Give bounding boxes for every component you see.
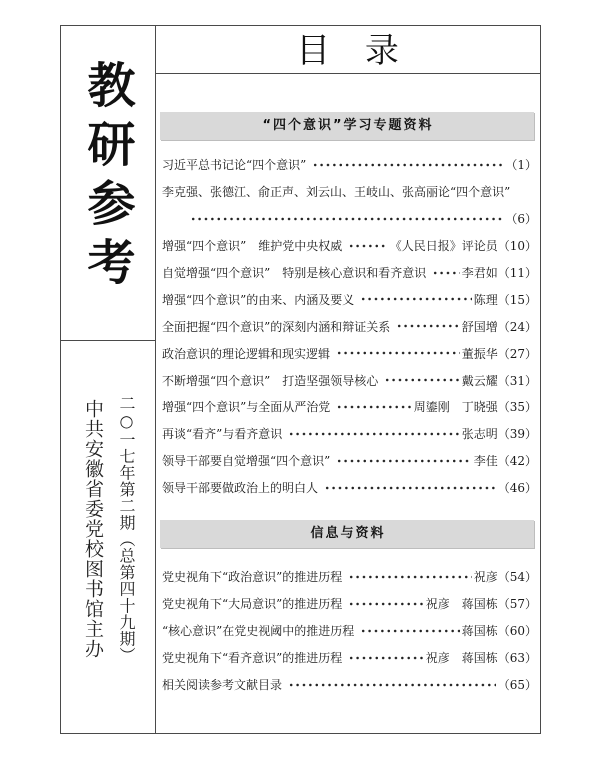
toc-heading: 目 录 (296, 31, 411, 71)
toc-entry (162, 259, 537, 286)
entry-page-number: （27） (497, 346, 537, 361)
entry-author: 周鎏刚 丁晓强 (413, 400, 498, 415)
entry-page-number: （6） (505, 212, 537, 227)
entry-author: 戴云耀 (461, 373, 498, 388)
toc-entry (162, 286, 537, 313)
masthead-divider (60, 340, 155, 341)
entry-title: 不断增强“四个意识” 打造坚强领导核心 (162, 373, 379, 388)
toc-entry (162, 340, 537, 367)
dot-leader (432, 270, 459, 276)
toc-entry (162, 152, 537, 179)
column-divider (155, 25, 156, 734)
entry-title: 增强“四个意识” 维护党中央权威 (162, 239, 343, 254)
entry-author: 李君如 (461, 266, 498, 280)
dot-leader (348, 601, 423, 607)
entry-page-number: （15） (497, 292, 537, 307)
toc-entry (162, 367, 537, 394)
toc-list (162, 564, 537, 698)
entry-author: 李佳 (473, 454, 498, 469)
masthead-publisher: 中共安徽省委党校图书馆主办 (82, 399, 104, 659)
section-title: “四个意识”学习专题资料 (160, 112, 534, 140)
dot-leader (360, 628, 459, 634)
entry-title: 增强“四个意识”的由来、内涵及要义 (162, 292, 355, 307)
entry-page-number: （60） (497, 624, 537, 639)
entry-author: 祝彦 (473, 570, 498, 585)
dot-leader (288, 431, 459, 437)
entry-author: 祝彦 蒋国栋 (425, 597, 498, 612)
entry-page-number: （65） (497, 678, 537, 692)
toc-entry (162, 420, 537, 447)
entry-title: 政治意识的理论逻辑和现实逻辑 (162, 346, 331, 361)
entry-page-number: （1） (505, 158, 537, 173)
entry-title: 全面把握“四个意识”的深刻内涵和辩证关系 (162, 319, 391, 334)
toc-list (162, 152, 537, 502)
dot-leader (384, 377, 459, 383)
section-title: 信息与资料 (160, 520, 534, 548)
toc-entry (162, 671, 537, 698)
toc-entry (162, 564, 537, 591)
toc-entry (162, 617, 537, 644)
dot-leader (336, 458, 471, 464)
entry-author: 祝彦 蒋国栋 (425, 651, 498, 666)
dot-leader (190, 216, 503, 222)
heading-rule (155, 73, 540, 74)
toc-entry (162, 313, 537, 340)
toc-entry (162, 644, 537, 671)
entry-page-number: （35） (497, 400, 537, 415)
entry-title: 自觉增强“四个意识” 特别是核心意识和看齐意识 (162, 266, 427, 280)
dot-leader (336, 350, 460, 356)
masthead-issue: 二○一七年第二期（总第四十九期） (117, 395, 136, 664)
entry-author: 陈理 (473, 292, 498, 307)
toc-entry (162, 394, 537, 421)
entry-page-number: （63） (497, 651, 537, 666)
dot-leader (348, 243, 387, 249)
entry-title: 党史视角下“政治意识”的推进历程 (162, 570, 343, 585)
masthead-title: 教研参考 (79, 60, 135, 296)
entry-page-number: （54） (497, 570, 537, 585)
entry-title: “核心意识”在党史视阈中的推进历程 (162, 624, 355, 639)
toc-entry (162, 590, 537, 617)
entry-title: 党史视角下“大局意识”的推进历程 (162, 597, 343, 612)
dot-leader (336, 404, 411, 410)
entry-author: 舒国增 (461, 319, 498, 334)
entry-title: 李克强、张德江、俞正声、刘云山、王岐山、张高丽论“四个意识” (162, 185, 511, 200)
entry-title: 领导干部要自觉增强“四个意识” (162, 454, 331, 469)
entry-author: 蒋国栋 (461, 624, 498, 639)
toc-entry (162, 447, 537, 474)
toc-entry (162, 474, 537, 501)
entry-title: 相关阅读参考文献目录 (162, 678, 283, 692)
toc-entry (162, 178, 537, 205)
entry-page-number: （24） (497, 319, 537, 334)
dot-leader (324, 485, 496, 491)
entry-title: 党史视角下“看齐意识”的推进历程 (162, 651, 343, 666)
dot-leader (360, 296, 471, 302)
entry-page-number: （11） (497, 266, 537, 280)
dot-leader (288, 682, 496, 688)
entry-title: 领导干部要做政治上的明白人 (162, 481, 319, 496)
dot-leader (348, 655, 423, 661)
dot-leader (312, 162, 503, 168)
entry-page-number: （31） (497, 373, 537, 388)
entry-page-number: （39） (497, 427, 537, 442)
dot-leader (396, 323, 459, 329)
entry-page-number: （10） (497, 239, 537, 254)
entry-title: 再谈“看齐”与看齐意识 (162, 427, 283, 442)
dot-leader (348, 574, 471, 580)
toc-entry-continuation (162, 205, 537, 232)
entry-title: 习近平总书记论“四个意识” (162, 158, 307, 173)
entry-author: 董振华 (461, 346, 498, 361)
entry-author: 张志明 (461, 427, 498, 442)
entry-page-number: （42） (497, 454, 537, 469)
entry-page-number: （46） (497, 481, 537, 496)
toc-entry (162, 232, 537, 259)
entry-title: 增强“四个意识”与全面从严治党 (162, 400, 331, 415)
entry-page-number: （57） (497, 597, 537, 612)
entry-author: 《人民日报》评论员 (389, 239, 498, 254)
